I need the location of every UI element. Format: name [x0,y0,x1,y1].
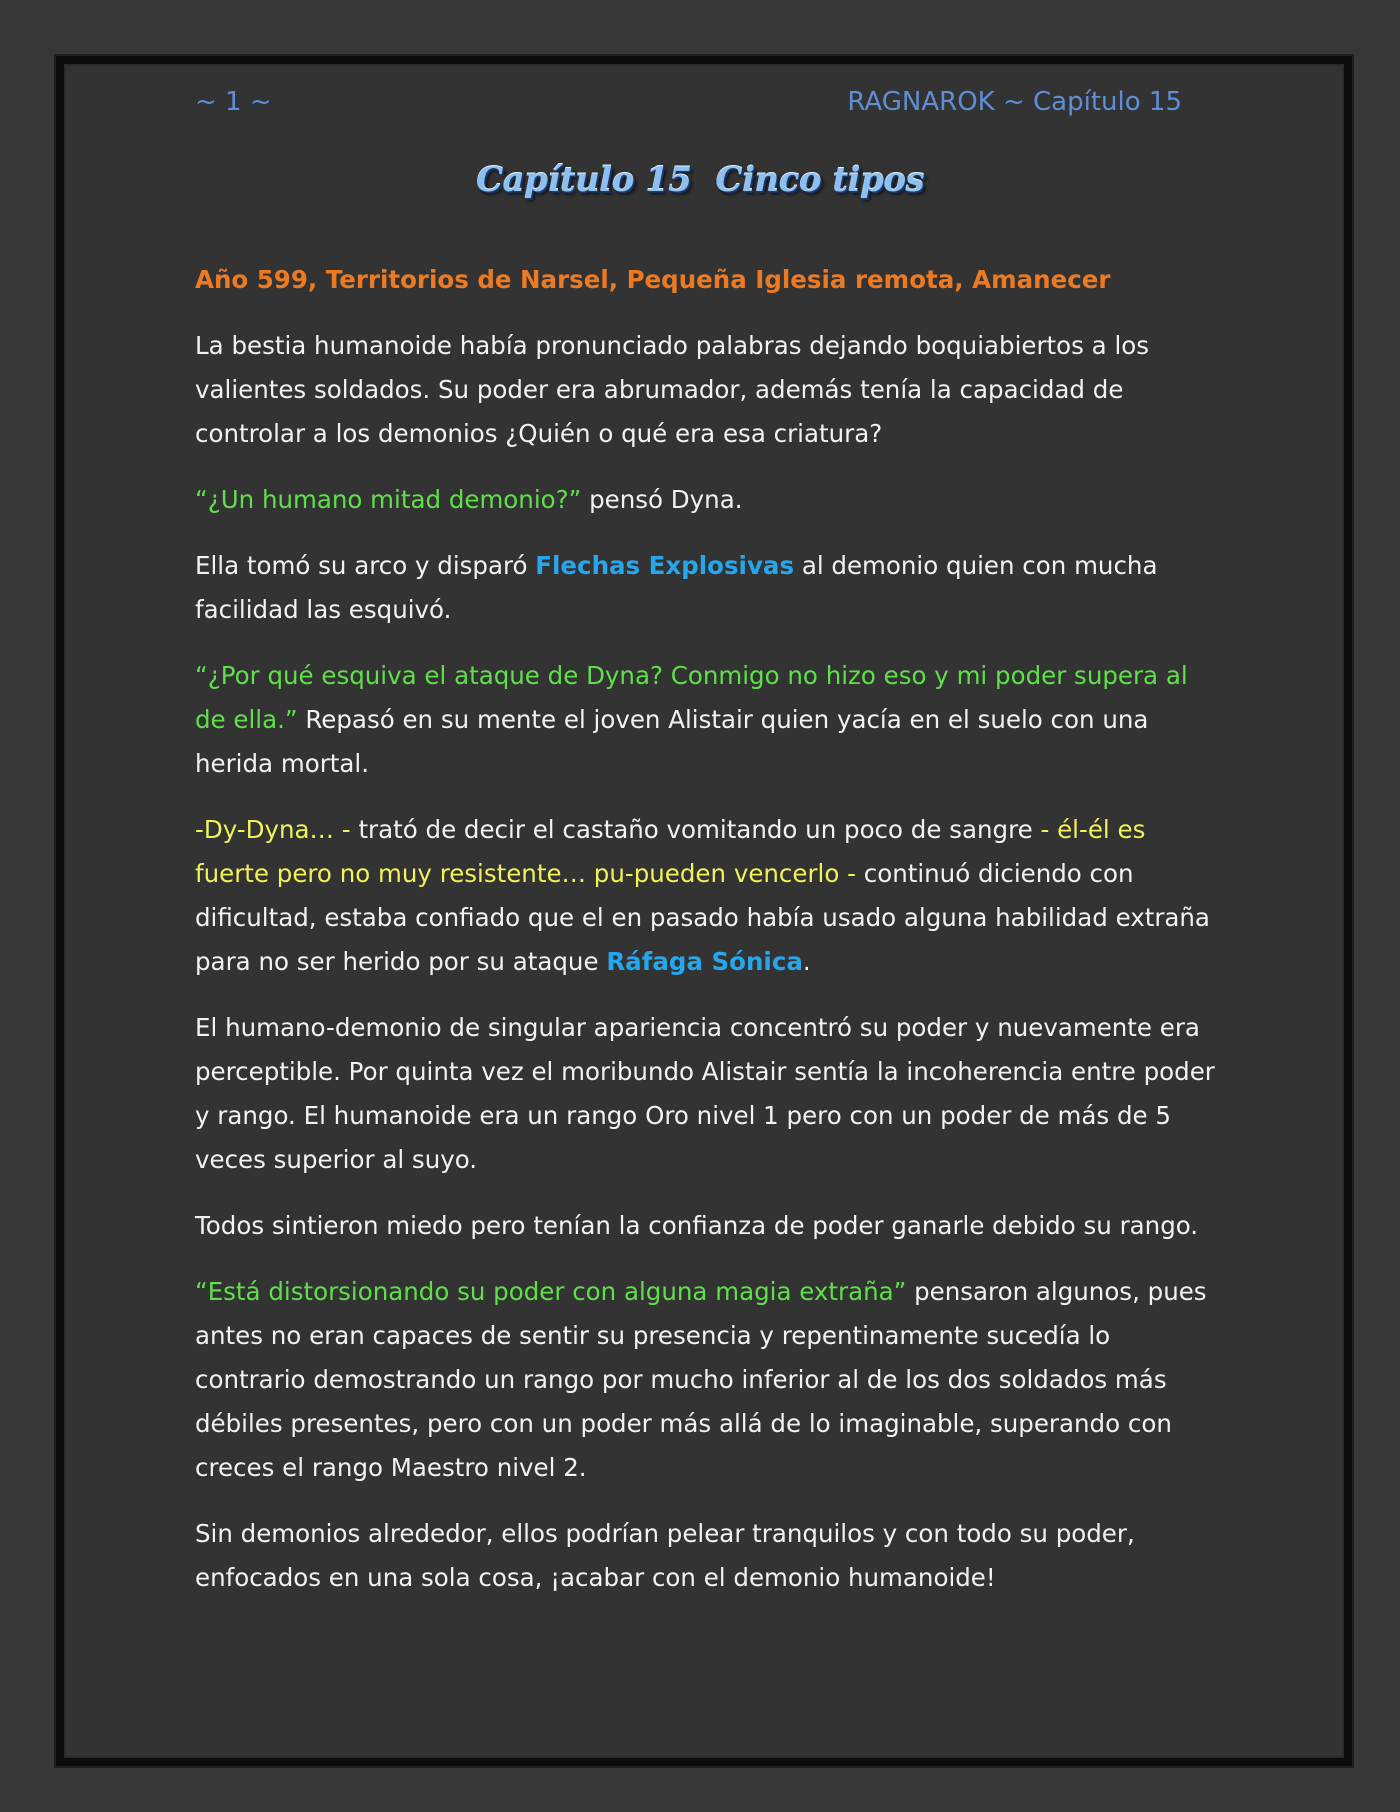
narration-text: continuó diciendo con dificultad, estaba confiado que el en pasado había usado alguna habilidad extraña para no ser herido por su ataque [195,859,1210,976]
paragraph-8 [195,1270,1215,1490]
narration-text: Ella tomó su arco y disparó [195,551,536,580]
narration-text: Repasó en su mente el joven Alistair quien yacía en el suelo con una herida mortal. [195,705,1149,778]
narration-text: . [802,947,811,976]
chapter-name: Cinco tipos [715,160,925,200]
paragraph-3 [195,544,1215,632]
paragraph-6: El humano-demonio de singular apariencia concentró su poder y nuevamente era perceptible. Por quinta vez el moribundo Alistair sentía la incoherencia entre poder y rango. El humanoide era un rango Oro nivel 1 pero con un poder de más de 5 veces superior al suyo. [195,1013,1215,1174]
paragraph-7: Todos sintieron miedo pero tenían la confianza de poder ganarle debido su rango. [195,1211,1199,1240]
chapter-body [195,258,1215,1622]
paragraph-2 [195,478,1215,522]
scene-heading: Año 599, Territorios de Narsel, Pequeña Iglesia remota, Amanecer [195,265,1111,294]
page-header [195,82,1182,122]
paragraph-5 [195,808,1215,984]
narration-text: trató de decir el castaño vomitando un poco de sangre [350,815,1041,844]
dialogue-text: - él-él es fuerte pero no muy resistente… pu-pueden vencerlo - [195,815,1146,888]
paragraph-4 [195,654,1215,786]
skill-name: Flechas Explosivas [535,551,795,580]
narration-text: pensaron algunos, pues antes no eran capaces de sentir su presencia y repentinamente sucedía lo contrario demostrando un rango por mucho inferior al de los dos soldados más débiles presentes, pero con un poder más allá de lo imaginable, superando con creces el rango Maestro nivel 2. [195,1277,1207,1482]
narration-text: pensó Dyna. [581,485,743,514]
narration-text: al demonio quien con mucha facilidad las esquivó. [195,551,1158,624]
page-number: ~ 1 ~ [195,87,272,117]
dialogue-text: -Dy-Dyna… - [195,815,351,844]
chapter-number: Capítulo 15 [475,160,692,200]
thought-text: “Está distorsionando su poder con alguna magia extraña” [195,1277,907,1306]
chapter-title [0,160,1400,200]
paragraph-1: La bestia humanoide había pronunciado palabras dejando boquiabiertos a los valientes soldados. Su poder era abrumador, además tenía la capacidad de controlar a los demonios ¿Quién o qué era esa criatura? [195,331,1150,448]
skill-name: Ráfaga Sónica [606,947,803,976]
thought-text: “¿Por qué esquiva el ataque de Dyna? Conmigo no hizo eso y mi poder supera al de ella.” [195,661,1188,734]
thought-text: “¿Un humano mitad demonio?” [195,485,582,514]
paragraph-9: Sin demonios alrededor, ellos podrían pelear tranquilos y con todo su poder, enfocados en una sola cosa, ¡acabar con el demonio humanoide! [195,1519,1135,1592]
running-title: RAGNAROK ~ Capítulo 15 [847,87,1182,117]
